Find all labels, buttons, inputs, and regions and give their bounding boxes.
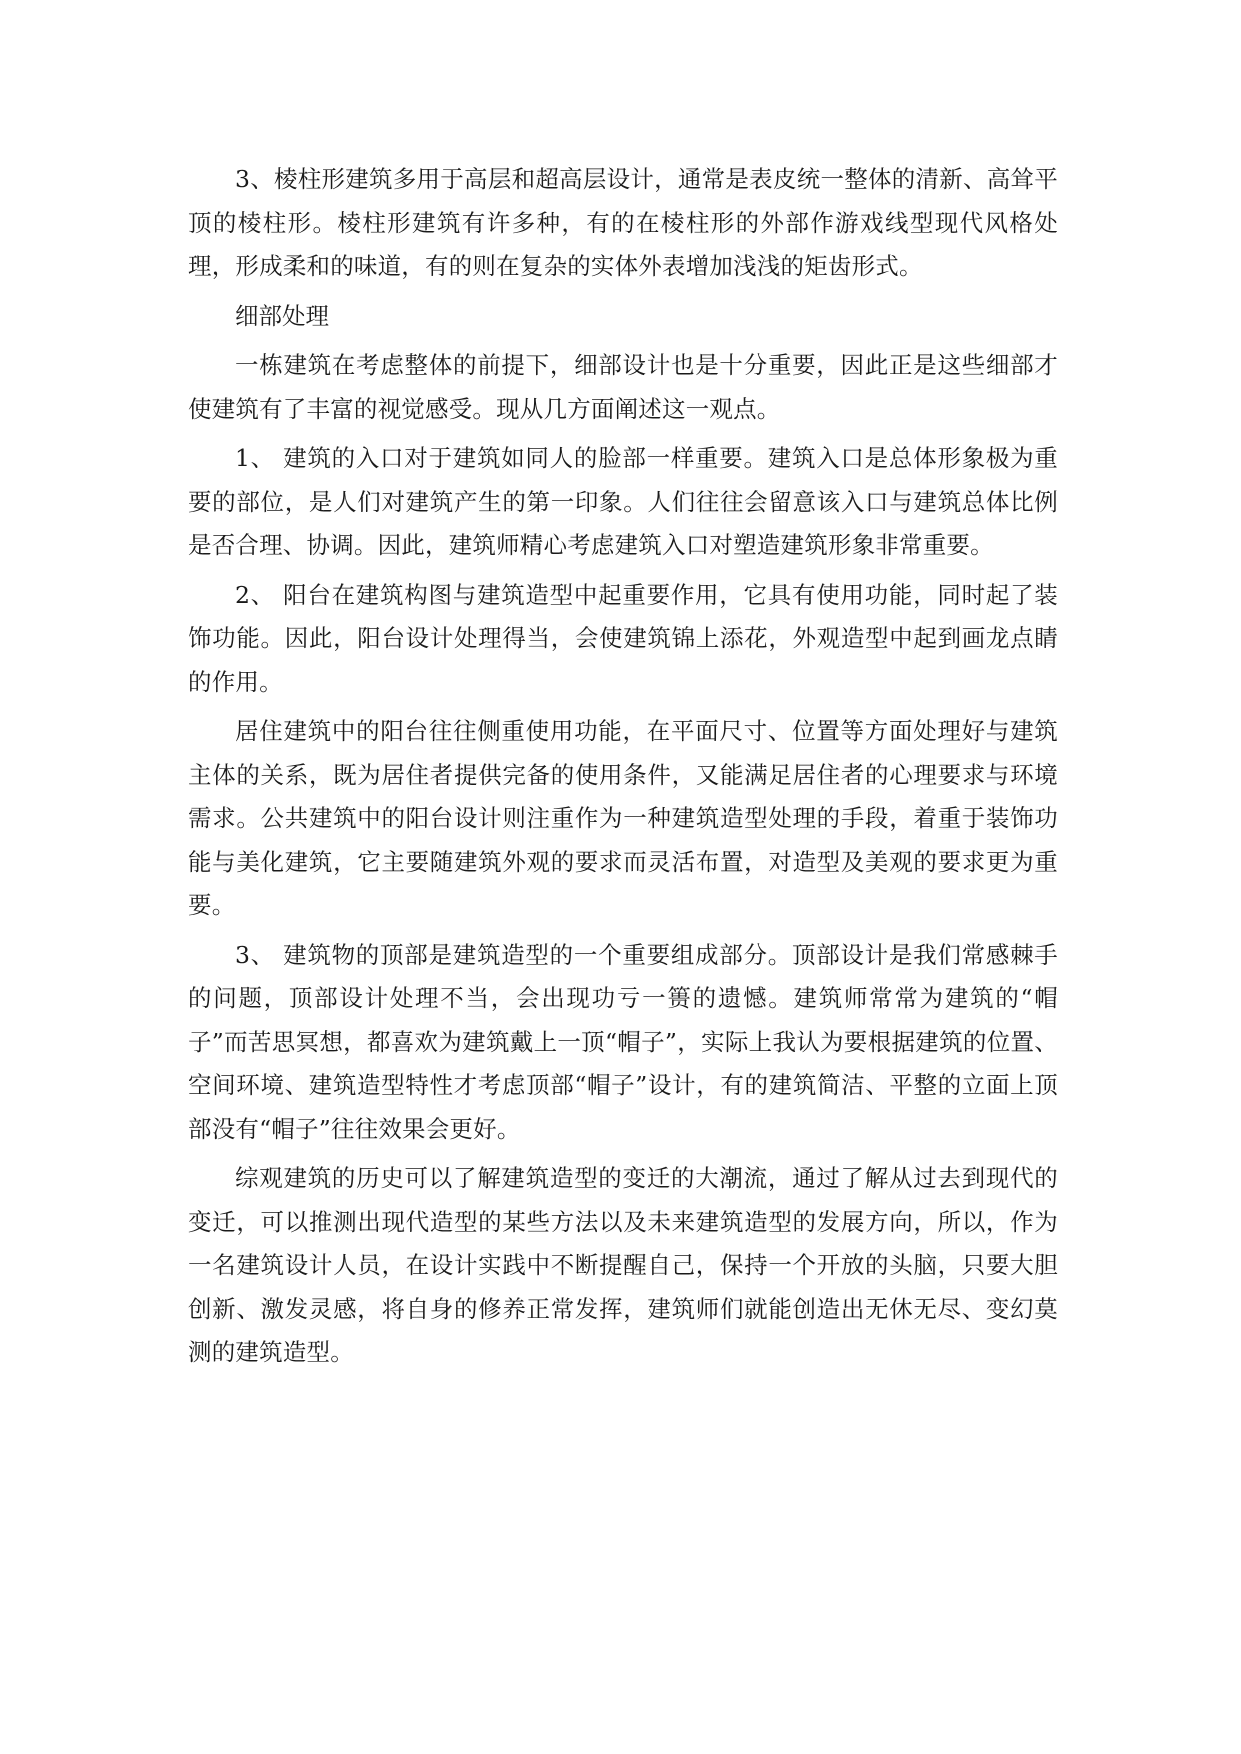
paragraph-residential-balcony: 居住建筑中的阳台往往侧重使用功能，在平面尺寸、位置等方面处理好与建筑主体的关系，既为居住者提供完备的使用条件，又能满足居住者的心理要求与环境需求。公共建筑中的阳台设计则注重作为一种建筑造型处理的手段，着重于装饰功能与美化建筑，它主要随建筑外观的要求而灵活布置，对造型及美观的要求更为重要。 xyxy=(188,717,1058,919)
section-heading-detail-treatment: 细部处理 xyxy=(235,301,329,330)
paragraph-prism-buildings: 3、棱柱形建筑多用于高层和超高层设计，通常是表皮统一整体的清新、高耸平顶的棱柱形。棱柱形建筑有许多种，有的在棱柱形的外部作游戏线型现代风格处理，形成柔和的味道，有的则在复杂的实体外表增加浅浅的矩齿形式。 xyxy=(188,165,1058,280)
document-body xyxy=(188,158,1058,1381)
paragraph-entrance: 1、 建筑的入口对于建筑如同人的脸部一样重要。建筑入口是总体形象极为重要的部位，是人们对建筑产生的第一印象。人们往往会留意该入口与建筑总体比例是否合理、协调。因此，建筑师精心考虑建筑入口对塑造建筑形象非常重要。 xyxy=(188,444,1058,559)
paragraph-conclusion: 综观建筑的历史可以了解建筑造型的变迁的大潮流，通过了解从过去到现代的变迁，可以推测出现代造型的某些方法以及未来建筑造型的发展方向，所以，作为一名建筑设计人员，在设计实践中不断提醒自己，保持一个开放的头脑，只要大胆创新、激发灵感，将自身的修养正常发挥，建筑师们就能创造出无休无尽、变幻莫测的建筑造型。 xyxy=(188,1164,1058,1366)
paragraph-balcony: 2、 阳台在建筑构图与建筑造型中起重要作用，它具有使用功能，同时起了装饰功能。因此，阳台设计处理得当，会使建筑锦上添花，外观造型中起到画龙点睛的作用。 xyxy=(188,580,1058,696)
paragraph-detail-intro: 一栋建筑在考虑整体的前提下，细部设计也是十分重要，因此正是这些细部才使建筑有了丰富的视觉感受。现从几方面阐述这一观点。 xyxy=(188,351,1058,423)
paragraph-roof: 3、 建筑物的顶部是建筑造型的一个重要组成部分。顶部设计是我们常感棘手的问题，顶部设计处理不当，会出现功亏一篑的遗憾。建筑师常常为建筑的“帽子”而苦思冥想，都喜欢为建筑戴上一顶“帽子”，实际上我认为要根据建筑的位置、空间环境、建筑造型特性才考虑顶部“帽子”设计，有的建筑简洁、平整的立面上顶部没有“帽子”往往效果会更好。 xyxy=(188,940,1058,1143)
